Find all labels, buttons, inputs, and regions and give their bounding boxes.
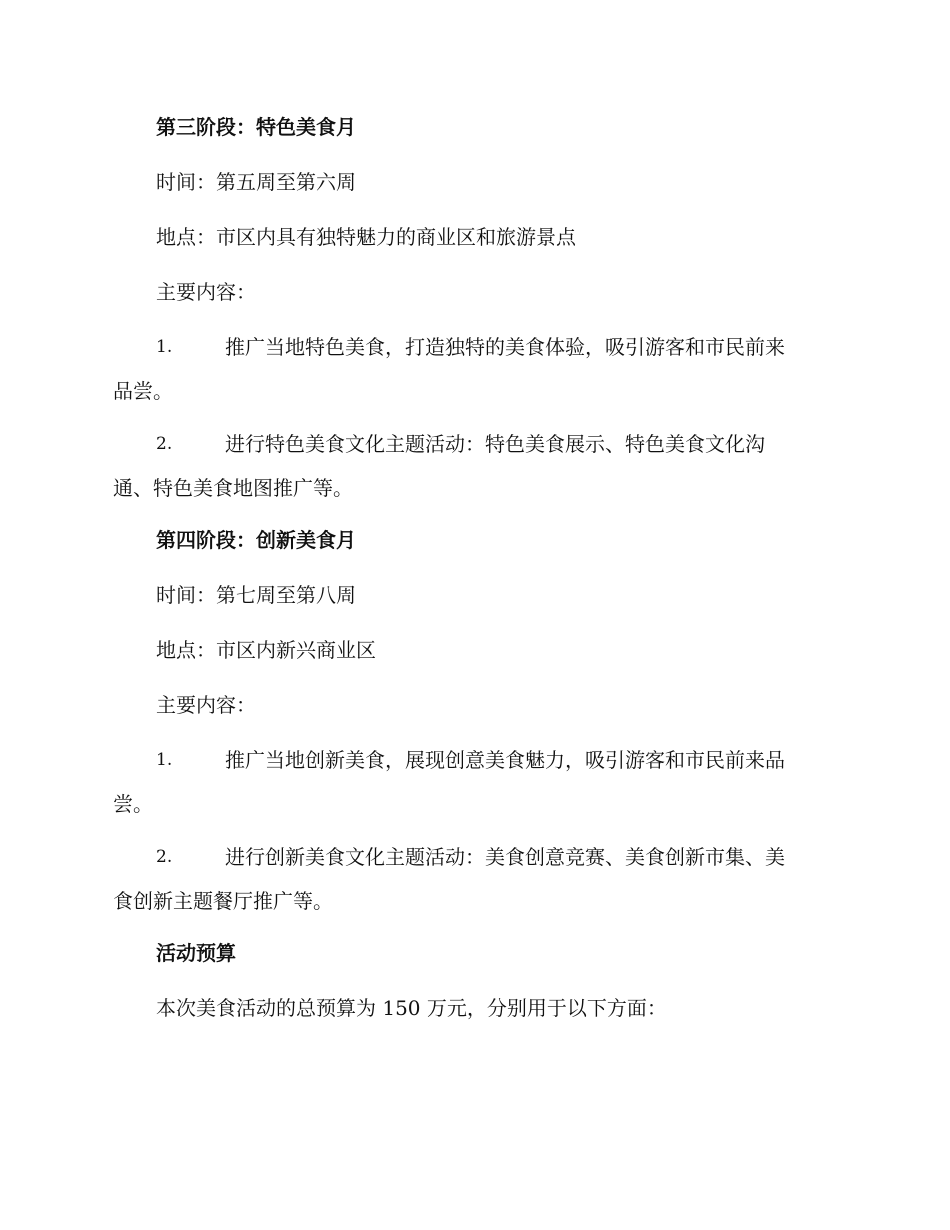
budget-heading: 活动预算: [156, 941, 236, 965]
list-item-text: 进行创新美食文化主题活动：美食创意竞赛、美食创新市集、美: [225, 845, 785, 869]
list-item-text-continued: 通、特色美食地图推广等。: [113, 476, 353, 500]
section4-list-item-1: [113, 738, 835, 826]
section3-list-item-1: [113, 325, 835, 413]
section4-content-label: 主要内容：: [156, 693, 256, 717]
list-number: 1.: [156, 337, 173, 357]
section4-time: 时间：第七周至第八周: [156, 583, 356, 607]
list-number: 2.: [156, 847, 173, 867]
list-item-text: 推广当地创新美食，展现创意美食魅力，吸引游客和市民前来品: [225, 748, 785, 772]
list-item-text-continued: 尝。: [113, 792, 153, 816]
list-item-text-continued: 品尝。: [113, 379, 173, 403]
list-item-text: 推广当地特色美食，打造独特的美食体验，吸引游客和市民前来: [225, 335, 785, 359]
section3-heading: 第三阶段：特色美食月: [156, 115, 356, 139]
list-item-text-continued: 食创新主题餐厅推广等。: [113, 889, 333, 913]
section4-location: 地点：市区内新兴商业区: [156, 638, 376, 662]
list-number: 2.: [156, 434, 173, 454]
list-number: 1.: [156, 750, 173, 770]
section3-time: 时间：第五周至第六周: [156, 170, 356, 194]
section3-content-label: 主要内容：: [156, 280, 256, 304]
section3-list-item-2: [113, 422, 835, 510]
budget-text: 本次美食活动的总预算为 150 万元，分别用于以下方面：: [156, 996, 667, 1020]
section3-location: 地点：市区内具有独特魅力的商业区和旅游景点: [156, 225, 576, 249]
section4-heading: 第四阶段：创新美食月: [156, 528, 356, 552]
section4-list-item-2: [113, 835, 835, 923]
list-item-text: 进行特色美食文化主题活动：特色美食展示、特色美食文化沟: [225, 432, 765, 456]
